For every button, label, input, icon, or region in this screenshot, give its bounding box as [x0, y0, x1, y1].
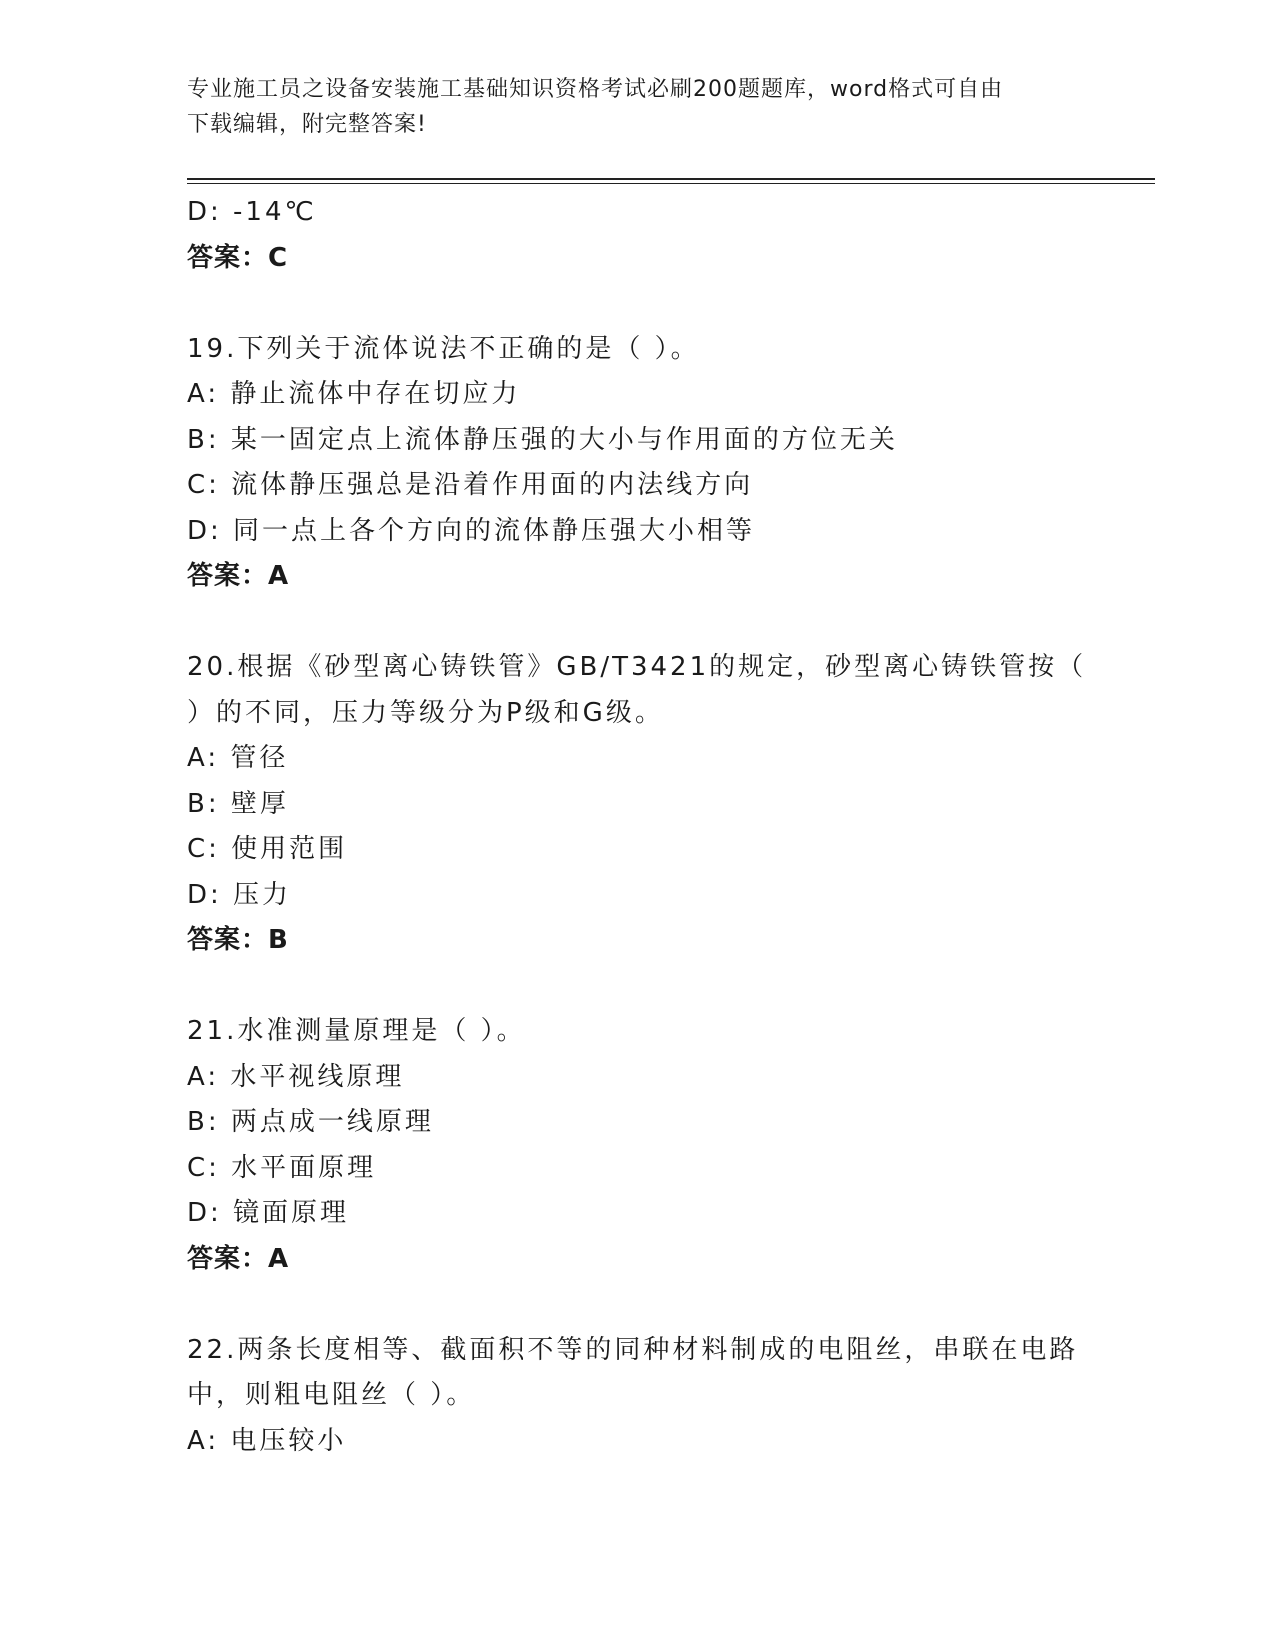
option-d: D: 压力 — [187, 879, 292, 910]
option-c: C: 使用范围 — [187, 834, 348, 864]
spacer — [187, 281, 1087, 327]
spacer — [187, 600, 1087, 646]
question-text: 22.两条长度相等、截面积不等的同种材料制成的电阻丝，串联在电路 — [187, 1334, 1079, 1365]
answer: 答案：A — [187, 561, 290, 591]
spacer — [187, 964, 1087, 1010]
question-text-continued: ）的不同，压力等级分为P级和G级。 — [187, 697, 664, 728]
question-text: 20.根据《砂型离心铸铁管》GB/T3421的规定，砂型离心铸铁管按（ — [187, 652, 1087, 682]
option-a: A: 水平视线原理 — [187, 1061, 405, 1092]
option-b: B: 两点成一线原理 — [187, 1107, 434, 1137]
document-body — [187, 190, 1087, 1464]
question-block-21 — [187, 1009, 1087, 1282]
option-c: C: 流体静压强总是沿着作用面的内法线方向 — [187, 470, 754, 500]
option-b: B: 壁厚 — [187, 788, 289, 819]
option-d: D: 同一点上各个方向的流体静压强大小相等 — [187, 515, 756, 546]
question-text: 19.下列关于流体说法不正确的是（ ）。 — [187, 333, 700, 364]
header-line-2: 下载编辑，附完整答案! — [187, 112, 427, 137]
header-line-1: 专业施工员之设备安装施工基础知识资格考试必刷200题题库，word格式可自由 — [187, 77, 1004, 102]
answer: 答案：B — [187, 925, 289, 955]
question-block-20 — [187, 645, 1087, 964]
question-text-continued: 中，则粗电阻丝（ ）。 — [187, 1380, 476, 1410]
header-rule-thick — [187, 178, 1155, 180]
option-a: A: 静止流体中存在切应力 — [187, 379, 521, 409]
question-block-22 — [187, 1328, 1087, 1465]
question-block-19 — [187, 327, 1087, 600]
document-header — [187, 72, 1087, 142]
header-rule-thin — [187, 183, 1155, 184]
answer-prev: 答案：C — [187, 242, 289, 273]
spacer — [187, 1282, 1087, 1328]
option-d-prev: D: -14℃ — [187, 197, 317, 227]
option-a: A: 电压较小 — [187, 1425, 347, 1456]
option-a: A: 管径 — [187, 743, 289, 773]
option-b: B: 某一固定点上流体静压强的大小与作用面的方位无关 — [187, 424, 898, 455]
option-c: C: 水平面原理 — [187, 1152, 377, 1183]
answer: 答案：A — [187, 1243, 290, 1274]
question-text: 21.水准测量原理是（ ）。 — [187, 1016, 526, 1046]
option-d: D: 镜面原理 — [187, 1198, 350, 1228]
